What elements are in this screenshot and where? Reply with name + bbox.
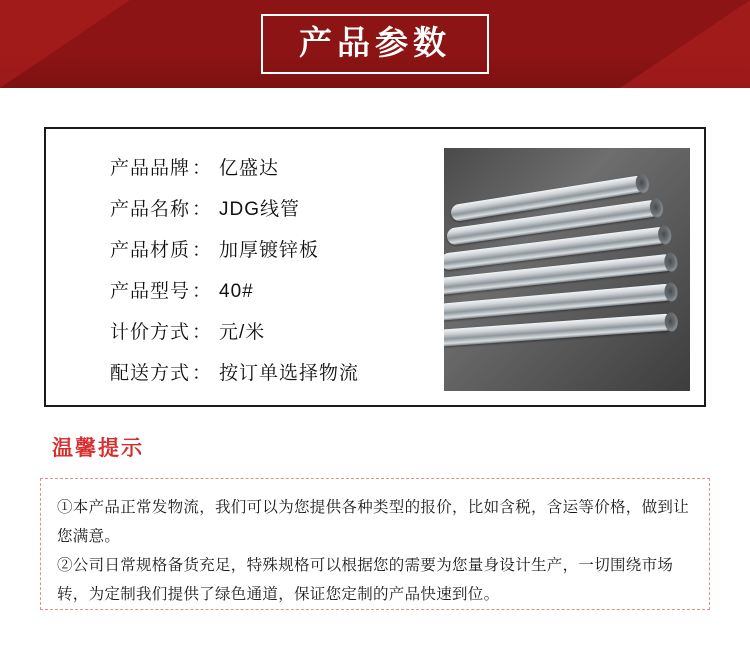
spec-row [110,358,434,399]
pipe-end-icon [649,197,665,218]
spec-row [110,317,434,358]
spec-row [110,235,434,276]
tips-title: 温馨提示 [52,437,144,460]
spec-colon: ： [192,322,212,343]
spec-label-brand: 产品品牌 [110,158,191,179]
spec-value-brand: 亿盛达 [219,158,280,179]
spec-value-delivery: 按订单选择物流 [219,363,360,384]
pipe-end-icon [634,173,650,194]
page-title: 产品参数 [299,24,451,61]
tips-box [40,478,710,610]
spec-value-name: JDG线管 [219,199,301,220]
pipe-end-icon [657,224,672,244]
pipe-end-icon [664,281,679,301]
spec-colon: ： [192,281,212,302]
spec-label-name: 产品名称 [110,199,191,220]
spec-row [110,194,434,235]
spec-label-pricing: 计价方式 [110,322,191,343]
spec-colon: ： [192,363,212,384]
spec-label-material: 产品材质 [110,240,191,261]
spec-list [60,147,434,391]
page-banner [0,0,750,88]
product-photo [444,148,690,391]
spec-row [110,276,434,317]
pipe-decoration [444,313,674,347]
spec-value-model: 40# [219,281,254,302]
pipe-end-icon [663,252,678,272]
spec-colon: ： [192,199,212,220]
tip-line: ①本产品正常发物流，我们可以为您提供各种类型的报价，比如含税，含运等价格，做到让您满意。 [57,499,690,545]
spec-panel-inner [46,129,704,405]
banner-right-wedge-decoration [620,0,750,88]
pipe-end-icon [664,312,678,332]
spec-colon: ： [192,158,212,179]
spec-panel [44,127,706,407]
spec-value-material: 加厚镀锌板 [219,240,320,261]
spec-label-delivery: 配送方式 [110,363,191,384]
banner-title-frame [261,14,489,74]
tip-line: ②公司日常规格备货充足，特殊规格可以根据您的需要为您量身设计生产，一切围绕市场转，为定制我们提供了绿色通道，保证您定制的产品快速到位。 [57,557,674,603]
spec-value-pricing: 元/米 [219,322,266,343]
spec-label-model: 产品型号 [110,281,191,302]
spec-row [110,153,434,194]
spec-colon: ： [192,240,212,261]
banner-left-wedge-decoration [0,0,130,88]
